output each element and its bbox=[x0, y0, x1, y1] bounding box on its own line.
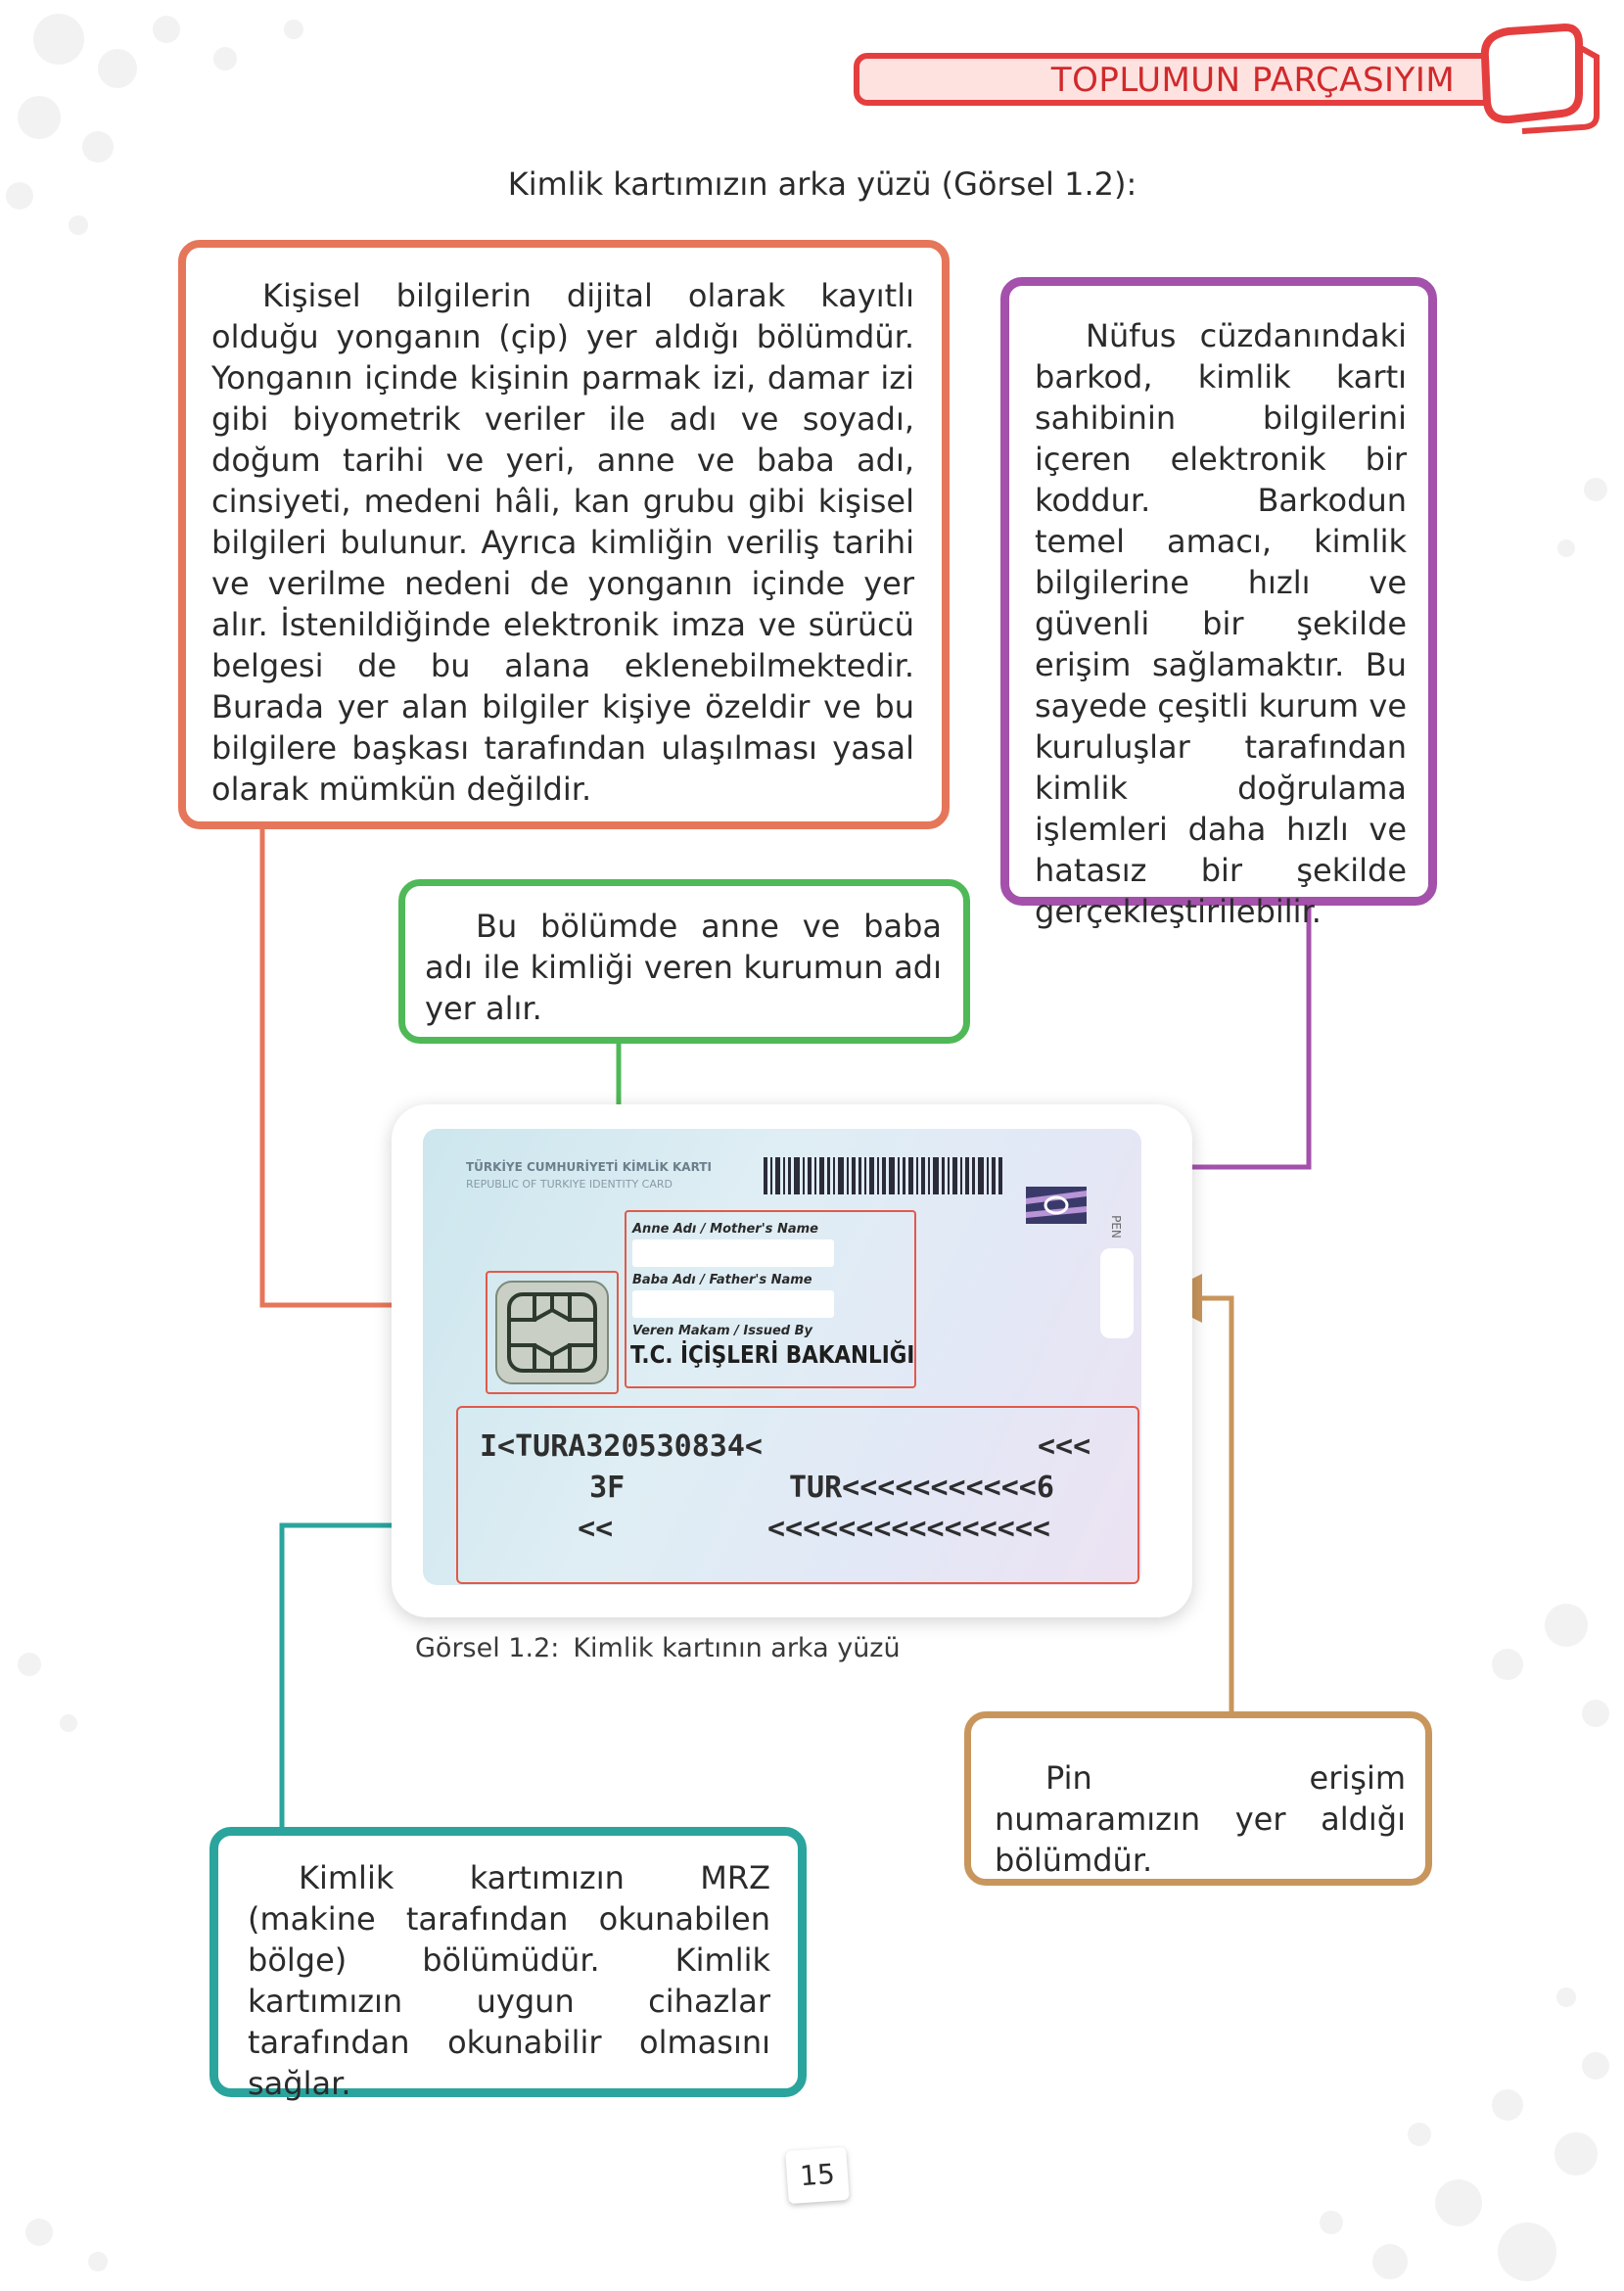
card-header-tr: TÜRKİYE CUMHURİYETİ KİMLİK KARTI bbox=[466, 1160, 712, 1174]
issued-by-value: T.C. İÇİŞLERİ BAKANLIĞI bbox=[630, 1340, 915, 1369]
pin-area bbox=[1100, 1248, 1134, 1338]
father-name-field bbox=[632, 1290, 834, 1318]
father-name-label: Baba Adı / Father's Name bbox=[632, 1273, 812, 1287]
parents-description-box bbox=[398, 879, 970, 1044]
pen-label: PEN bbox=[1108, 1215, 1123, 1239]
emblem-icon bbox=[1026, 1187, 1087, 1224]
page-number: 15 bbox=[785, 2147, 850, 2204]
mrz-description: Kimlik kartımızın MRZ (makine tarafından okunabilen bölge) bölümüdür. Kimlik kartımızın uygun cihazlar tarafından okunabilir olmasını sağlar. bbox=[248, 1859, 770, 2102]
chip-icon bbox=[495, 1281, 609, 1384]
parents-description: Bu bölümde anne ve baba adı ile kimliği veren kurumun adı yer alır. bbox=[425, 908, 942, 1027]
pin-description: Pin erişim numaramızın yer aldığı bölümdür. bbox=[995, 1759, 1406, 1879]
mrz-line-2-left: 3F bbox=[554, 1471, 626, 1505]
mrz-description-box bbox=[209, 1827, 807, 2102]
issued-by-label: Veren Makam / Issued By bbox=[632, 1324, 813, 1338]
intro-text: Kimlik kartımızın arka yüzü (Görsel 1.2): bbox=[507, 165, 1137, 203]
mrz-line-3-right: <<<<<<<<<<<<<<<< bbox=[767, 1512, 1050, 1546]
mother-name-field bbox=[632, 1239, 834, 1267]
chip-description-box bbox=[178, 240, 950, 829]
book-icon bbox=[1463, 18, 1610, 135]
barcode-icon bbox=[764, 1157, 1002, 1194]
barcode-description: Nüfus cüzdanındaki barkod, kimlik kartı sahibinin bilgilerini içeren elektronik bir koddur. Barkodun temel amacı, kimlik bilgilerine hızlı ve güvenli bir şekilde erişim sağlamaktır. Bu sayede çeşitli kurum ve kuruluşlar tarafından kimlik doğrulama işlemleri daha hızlı ve hatasız bir şekilde gerçekleştirilebilir. bbox=[1035, 317, 1407, 930]
caption-text: Kimlik kartının arka yüzü bbox=[573, 1633, 901, 1663]
mrz-line-1-left: I<TURA320530834< bbox=[480, 1429, 763, 1464]
mrz-line-2-right: TUR<<<<<<<<<<<6 bbox=[789, 1471, 1054, 1505]
pin-description-box bbox=[964, 1711, 1432, 1886]
barcode-description-box bbox=[1000, 277, 1437, 930]
mrz-line-1-right: <<< bbox=[1038, 1429, 1091, 1464]
chip-description: Kişisel bilgilerin dijital olarak kayıtlı olduğu yonganın (çip) yer aldığı bölümdür. Yonganın içinde kişinin parmak izi, damar izi gibi biyometrik veriler ile adı ve soyadı, doğum tarihi ve yeri, anne ve baba adı, cinsiyeti, medeni hâli, kan grubu gibi kişisel bilgileri bulunur. Ayrıca kimliğin veriliş tarihi ve verilme nedeni de yonganın içinde yer alır. İstenildiğinde elektronik imza ve sürücü belgesi de bu alana eklenebilmektedir. Burada yer alan bilgiler kişiye özeldir ve bu bilgilere başkası tarafından ulaşılması yasal olarak mümkün değildir. bbox=[211, 277, 914, 808]
caption-label: Görsel 1.2: bbox=[415, 1633, 560, 1663]
header-title: TOPLUMUN PARÇASIYIM bbox=[1050, 61, 1456, 100]
mother-name-label: Anne Adı / Mother's Name bbox=[632, 1222, 818, 1237]
figure-caption bbox=[415, 1633, 914, 1663]
mrz-line-3-left: << bbox=[542, 1512, 614, 1546]
card-header-en: REPUBLIC OF TURKIYE IDENTITY CARD bbox=[466, 1178, 673, 1191]
